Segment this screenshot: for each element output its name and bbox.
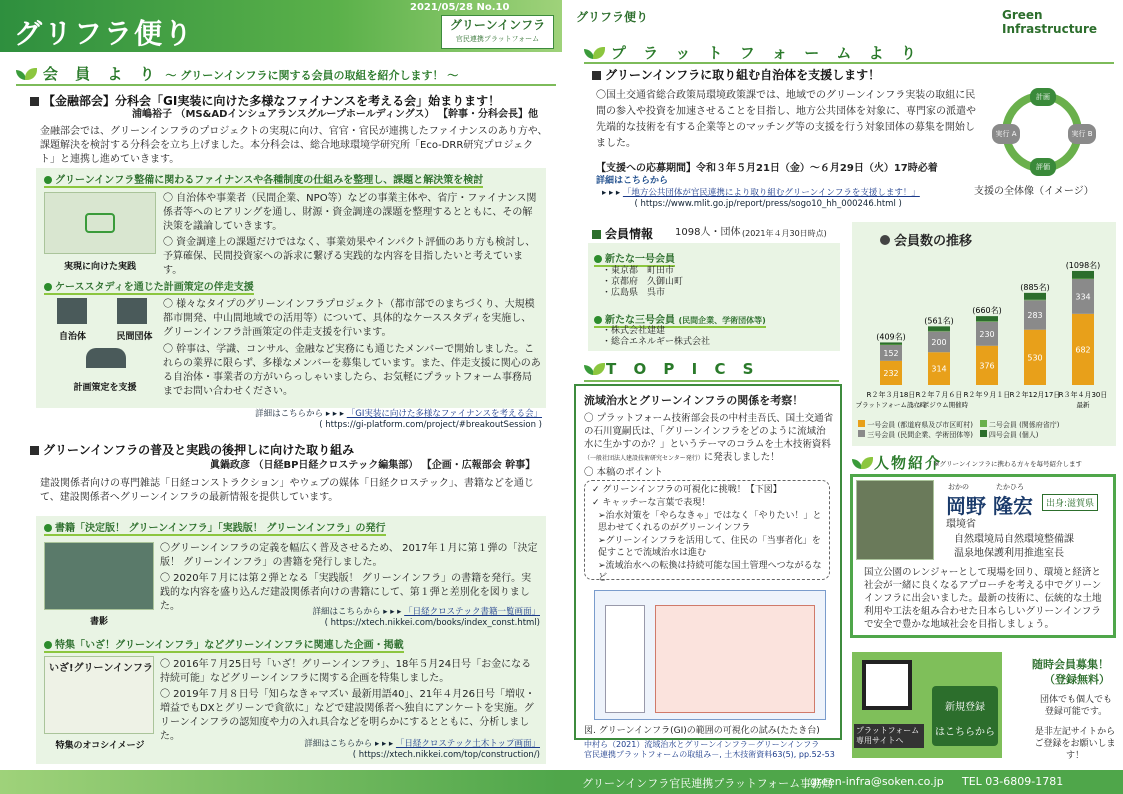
site-link-label[interactable]: プラットフォーム専用サイトへ [854,724,924,748]
municipality-icon [57,298,87,324]
footer-tel: TEL 03-6809-1781 [962,775,1064,788]
diagram-caption: 支援の全体像（イメージ） [974,186,1094,197]
total-label-4: (1098名) [1065,260,1101,270]
leaf-icon [584,363,606,377]
platform-section-title: プ ラ ッ ト フ ォ ー ム よ り [584,42,922,63]
article2-sub2: 特集「いざ！グリーンインフラ」などグリーンインフラに関連した企画・掲載 [44,636,404,653]
category-note-4: 最新 [1076,401,1090,409]
support-cycle-diagram: 計画 実行 A 実行 B 評価 [982,86,1112,182]
financing-diagram [44,192,156,254]
person-name: 岡野 隆宏 [946,494,1033,518]
person-note: ※グリーンインフラに携わる方々を毎号紹介します [934,460,1082,468]
point-2: ✓ キャッチーな言葉で表現！ [592,498,711,508]
article1-heading: 【金融部会】分科会「GI実装に向けた多様なファイナンスを考える会」始まります！ [30,92,500,109]
value-label-3-1: 283 [1027,310,1043,320]
bar-0-series-2 [880,345,902,346]
icon-label-support: 計画策定を支援 [73,383,137,393]
article2-p2: 〇 2020年７月には第２弾となる「実践版！ グリーンインフラ」の書籍を発行。実践的な内容を盛り込んだ建設関係者向けの書籍にして、第１弾と差別化を図りました。 [160,573,532,612]
gi-logo [441,15,554,49]
bar-3-series-3 [1024,293,1046,300]
article1-sub2: ケーススタディを通じた計画策定の伴走支援 [44,278,254,295]
brand-text: Green Infrastructure [1002,8,1098,36]
private-org-icon [117,298,147,324]
value-label-0-1: 152 [883,348,899,358]
logo-main-text: グリーンインフラ [449,18,546,32]
total-label-3: (885名) [1020,282,1050,292]
article1-p2: 〇 資金調達上の課題だけではなく、事業効果やインパクト評価のあり方も検討し、予算確保、民間投資家への訴求に繋げる実践的な内容を目指したいと考えています。 [163,237,536,276]
total-label-0: (409名) [876,332,906,342]
furigana-first: たかひろ [996,483,1024,491]
article2-p4: 〇 2019年７月８日号「知らなきゃマズい 最新用語40」、21年４月26日号「増収・増益でもDXとグリーンで貪欲に」などで建設関係者へ独自にアンケートを実施。グリーンインフラの認知度や力の入れ具合などを明らかにするとともに、分析しました。 [160,689,535,742]
article2-link2[interactable]: 詳細はこちらから ▸ ▸ ▸ 「日経クロステック土木トップ画面」 ( https://xtech.nikkei.com/top/construction/) [304,739,540,760]
article2-heading: グリーンインフラの普及と実践の後押しに向けた取り組み [30,441,354,458]
value-label-3-0: 530 [1027,353,1043,363]
book-caption: 書影 [89,617,108,627]
recruit-title: 随時会員募集！ [1032,658,1109,671]
right-page [562,0,1123,794]
bar-4-series-3 [1072,271,1094,279]
recruit-desc2: 是非左記サイトからご登録をお願いします！ [1034,727,1116,761]
point-5: ➢流域治水への転換は持続可能な国土管理へつながるなど [598,561,822,583]
right-footer-band [562,770,1123,794]
member-info-title: 会員情報 [592,225,653,242]
value-label-4-1: 334 [1075,292,1091,302]
member-count-chart [852,245,1116,415]
topics-title: T O P I C S [584,360,759,378]
section-underline [16,84,556,86]
recruit-desc1: 団体でも個人でも登録可能です。 [1039,695,1112,717]
furigana-last: おかの [948,483,969,491]
right-header-title: グリフラ便り [576,10,649,24]
value-label-4-0: 682 [1075,345,1091,355]
value-label-1-0: 314 [931,364,947,374]
left-footer-band [0,770,562,794]
bar-3-series-2 [1024,300,1046,301]
points-title: 〇 本稿のポイント [584,467,664,478]
logo-sub-text: 官民連携プラットフォーム [455,35,540,43]
municipal-link[interactable]: ▸ ▸ ▸ 「地方公共団体が官民連携により取り組むグリーンインフラを支援します！」 ( https://www.mlit.go.jp/report/press/sogo10_hh_000246.html ) [602,188,920,209]
icon-label-municipality: 自治体 [58,332,86,342]
new-third-members: 新たな三号会員 (民間企業、学術団体等) [594,311,766,328]
article1-p3: 〇 様々なタイプのグリーンインフラプロジェクト（都市部でのまちづくり、大規模都市開発、中山間地域での活用等）について、具体的なケーススタディを実施し、グリーンインフラ計画策定の伴走支援を行います。 [163,299,535,338]
register-button[interactable]: 新規登録 はこちらから [932,686,998,746]
details-label: 詳細はこちらから [596,176,669,186]
source-line-1: 中村ら（2021）流域治水とグリーンインフラ－グリーンインフラ [584,740,820,749]
members-section-title: 会 員 よ り ～ グリーンインフラに関する会員の取組を紹介します！ ～ [16,63,458,84]
category-label-2: R２年９月１日 [963,391,1011,399]
article2-author: 眞鍋政彦 （日経BP日経クロステック編集部） 【企画・広報部会 幹事】 [210,460,536,471]
bar-1-series-2 [928,331,950,332]
recruit-subtitle: （登録無料） [1044,673,1110,686]
person-role: 温泉地保護利用推進室長 [954,548,1064,559]
category-note-0: プラットフォーム設立時 [855,401,927,409]
category-label-4: R３年４月30日 [1058,391,1108,399]
article1-p1: 〇 自治体や事業者（民間企業、NPO等）などの事業主体や、省庁・ファイナンス関係者等へのヒアリングを通し、財源・資金調達の課題を整理するとともに、その解決策を議論していきます。 [163,193,537,232]
article1-link[interactable]: 詳細はこちらから ▸ ▸ ▸ 「GI実装に向けた多様なファイナンスを考える会」 ( https://gi-platform.com/project/#breakoutSession ) [255,409,542,430]
article1-sub1: グリーンインフラ整備に関わるファイナンスや各種制度の仕組みを整理し、課題と解決策を検討 [44,171,483,188]
new3-item-2: ・総合エネルギー株式会社 [602,337,711,347]
bar-4-series-2 [1072,279,1094,280]
leaf-icon [16,68,38,82]
article2-sub1: 書籍「決定版！ グリーンインフラ」「実践版！ グリーンインフラ」の発行 [44,519,386,536]
bar-2-series-2 [976,321,998,322]
people-icon [86,348,126,368]
municipal-heading: グリーンインフラに取り組む自治体を支援します！ [592,66,880,83]
point-4: ➢グリーンインフラを活用して、住民の「当事者化」を促すことで流域治水は進む [598,536,821,558]
category-label-1: R２年７月６日 [915,391,963,399]
bar-1-series-3 [928,326,950,331]
article2-body: 建設関係者向けの専門雑誌「日経コンストラクション」やウェブの媒体「日経クロステック」、書籍などを通じて、建設関係者へグリーンインフラの最新情報を提供しています。 [40,478,534,503]
article1-p4: 〇 幹事は、学識、コンサル、金融など実務にも通じたメンバーで開始しました。これらの業界に限らず、多様なメンバーを募集しています。また、伴走支援に関心のある自治体・事業者の方がいらっしゃいましたら、お気軽にプラットフォーム事務局までお問い合わせください。 [163,344,541,397]
leaf-icon [852,457,874,471]
feature-image: いざ!グリーンインフラ [44,656,154,734]
article2-link1[interactable]: 詳細はこちらから ▸ ▸ ▸ 「日経クロステック書籍一覧画面」 ( https://xtech.nikkei.com/books/index_const.html) [312,607,540,628]
section-underline [584,380,839,382]
new1-item-2: ・京都府 久御山町 [602,277,684,287]
category-note-1: シンポジウム開催時 [909,401,969,409]
point-1: ✓ グリーンインフラの可視化に挑戦！【下図】 [592,485,782,495]
newsletter-title: グリフラ便り [14,17,195,50]
qr-code-icon[interactable] [862,660,912,710]
new1-item-3: ・広島県 呉市 [602,288,666,298]
value-label-0-0: 232 [883,368,899,378]
municipal-body: 〇国土交通省総合政策局環境政策課では、地域でのグリーンインフラ実装の取組に民間の参入や投資を加速させることを目指し、地方公共団体を対象に、専門家の派遣や先端的な技術を有する企業等とのマッチング等の支援を行う対象団体の募集を開始しました。 [596,90,976,149]
value-label-2-1: 230 [979,329,995,339]
member-count: 1098人・団体 [675,227,741,238]
person-org: 環境省 [946,519,976,530]
topics-p1: 〇 プラットフォーム技術部会長の中村圭吾氏、国土交通省の石川寛嗣氏は、「グリーンインフラをどのように流域治水に生かすのか？」というテーマのコラムを土木技術資料（一般社団法人建設技術研究センター発行）に発表しました！ [584,413,834,463]
issue-date: 2021/05/28 No.10 [410,2,510,13]
person-bio: 国立公園のレンジャーとして現場を回り、環境と経済と社会が一緒に良くなるアプローチを考える中でグリーンインフラに出会いました。最新の技術に、伝統的な土地利用や工法を組み合わせた日本らしいグリーンインフラで安全で豊かな地域社会を目指しましょう。 [864,567,1102,630]
feature-caption: 特集のオコシイメージ [55,741,145,751]
leaf-icon [584,47,606,61]
point-3: ➢治水対策を「やらなきゃ」ではなく「やりたい！」と思わせてくれるのがグリーンインフラ [598,511,822,533]
book-cover-image [44,542,154,610]
person-dept: 自然環境局自然環境整備課 [954,534,1074,545]
icon-label-private: 民間団体 [116,332,153,342]
total-label-1: (561名) [924,316,954,326]
chart-legend: 一号会員 (都道府県及び市区町村) 二号会員 (関係府省庁) 三号会員 (民間企業、学術団体等) 四号会員 (個人) [858,420,1114,440]
value-label-2-0: 376 [979,361,995,371]
new-first-members: 新たな一号会員 [594,250,675,267]
category-label-0: R２年３月18日 [866,391,916,399]
bar-2-series-3 [976,316,998,321]
article2-p3: 〇 2016年７月25日号「いざ！グリーンインフラ」、18年５月24日号「お金になる持続可能」などグリーンインフラに関する企画を特集しました。 [160,659,532,684]
bar-0-series-3 [880,342,902,344]
value-label-1-1: 200 [931,337,947,347]
article1-author: 浦嶋裕子 （MS&ADインシュアランスグループホールディングス） 【幹事・分科会長】他 [132,109,539,120]
gi-scope-figure [594,590,826,720]
chart-title: 会員数の推移 [880,230,972,249]
new3-item-1: ・株式会社建建 [602,326,666,336]
new1-item-1: ・東京都 町田市 [602,266,675,276]
footer-office: グリーンインフラ官民連携プラットフォーム事務局 [582,777,834,790]
total-label-2: (660名) [972,306,1002,316]
topics-heading: 流域治水とグリーンインフラの関係を考察！ [584,394,804,407]
article2-p1: 〇グリーンインフラの定義を幅広く普及させるため、 2017年１月に第１弾の「決定版！ グリーンインフラ」の書籍を発行しました。 [160,543,538,568]
application-period: 【支援への応募期間】令和３年５月21日（金）～６月29日（火）17時必着 [596,163,938,174]
category-label-3: R２年12月17日 [1009,391,1061,399]
source-line-2: 官民連携プラットフォームの取組み－, 土木技術資料63(5), pp.52-53 [584,750,835,759]
footer-email[interactable]: green-infra@soken.co.jp [810,775,944,788]
section-underline [584,62,1114,64]
fig1-caption: 実現に向けた実践 [63,262,136,272]
person-origin: 出身:滋賀県 [1042,494,1098,511]
member-as-of: (2021年４月30日時点) [742,229,827,238]
article1-body: 金融部会では、グリーンインフラのプロジェクトの実現に向け、官官・官民が連携したファイナンスのあり方や、課題解決を検討する分科会を立ち上げました。本分科会は、総合地球環境学研究所「Eco-DRR研究プロジェクト」と連携し進めていきます。 [40,126,548,165]
figure-caption: 図. グリーンインフラ(GI)の範囲の可視化の試み(たたき台) [584,726,820,736]
person-section-title: 人物紹介 [852,452,942,473]
person-photo [856,480,934,560]
